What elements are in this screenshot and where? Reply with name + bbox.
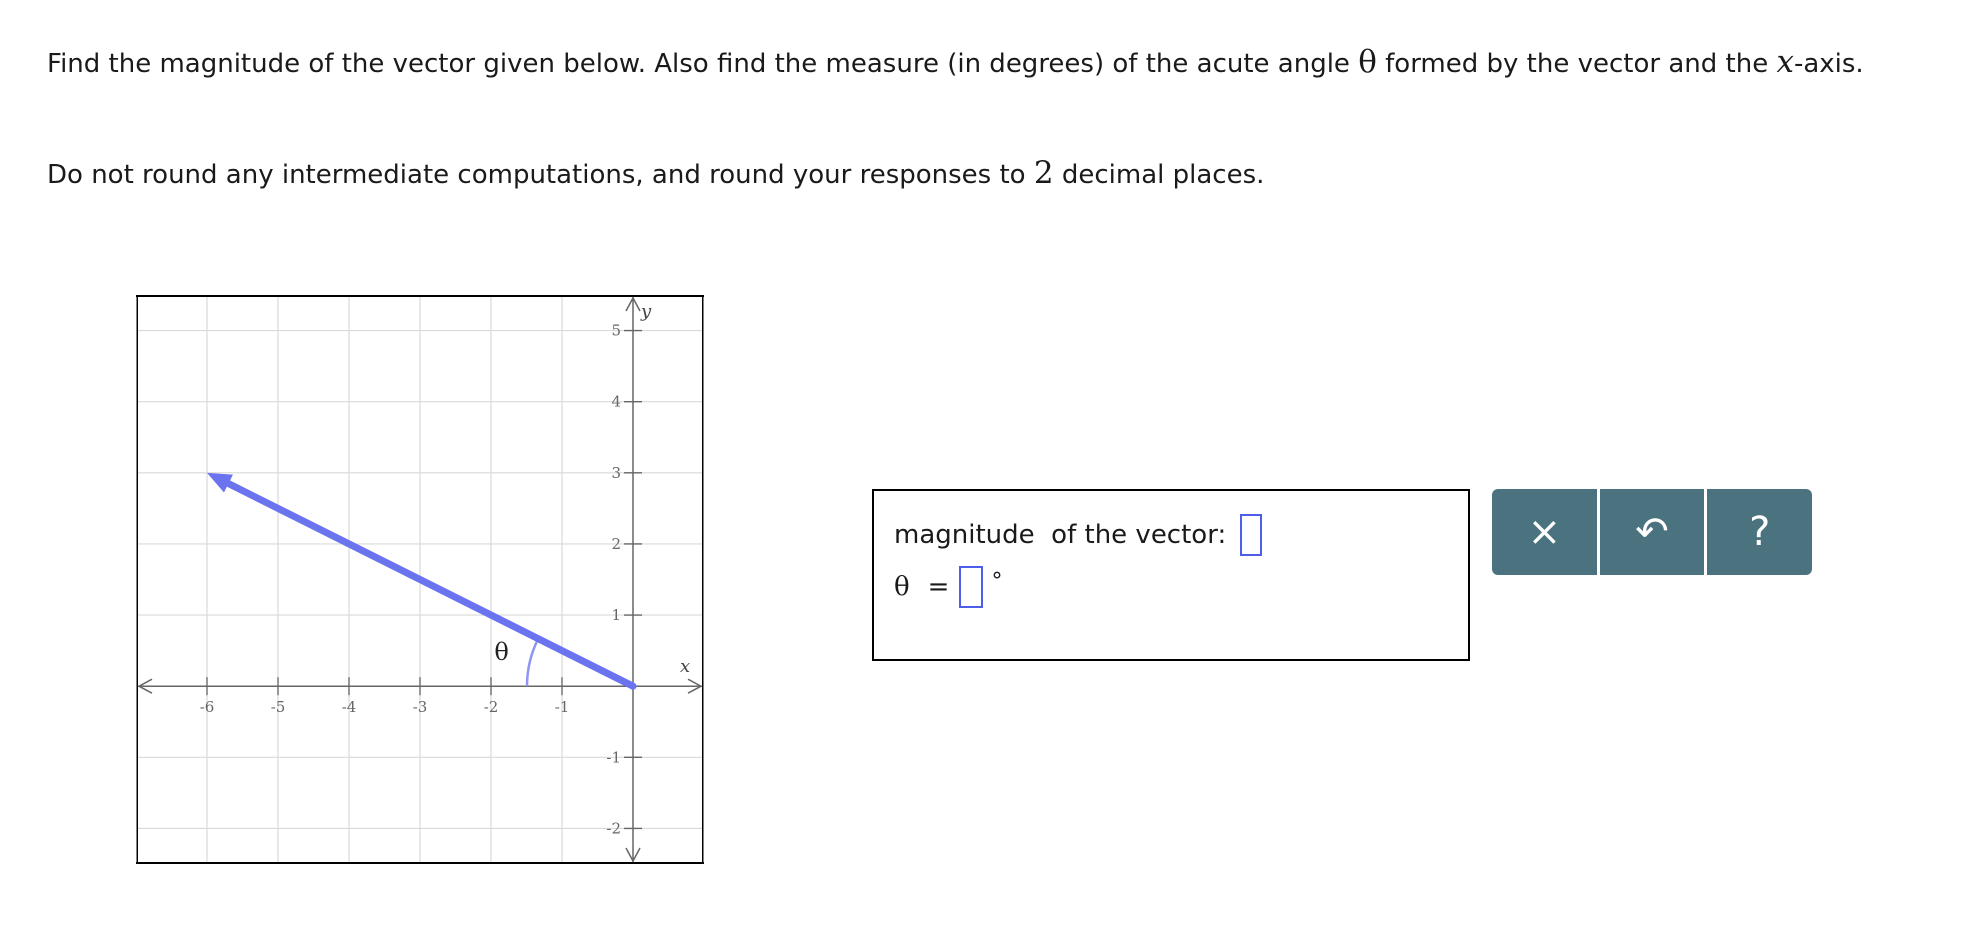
magnitude-row xyxy=(894,513,1262,557)
undo-icon: ↶ xyxy=(1635,509,1669,555)
angle-row xyxy=(894,563,1002,611)
x-tick-label: -6 xyxy=(199,698,215,717)
rounding-text-1: Do not round any intermediate computations, and round your responses to xyxy=(47,160,1034,190)
angle-input[interactable] xyxy=(959,566,983,608)
theta-symbol: θ xyxy=(1358,44,1377,80)
x-tick-label: -3 xyxy=(412,698,428,717)
degree-symbol: ° xyxy=(991,568,1003,594)
prompt-text-3: -axis. xyxy=(1793,49,1864,79)
magnitude-label: magnitude of the vector: xyxy=(894,520,1227,550)
y-tick-label: 5 xyxy=(611,321,621,340)
help-icon: ? xyxy=(1749,509,1771,555)
clear-button[interactable] xyxy=(1492,489,1597,575)
answer-panel xyxy=(872,489,1470,661)
undo-button[interactable] xyxy=(1597,489,1705,575)
x-tick-label: -5 xyxy=(270,698,286,717)
magnitude-input[interactable] xyxy=(1240,514,1262,556)
y-tick-label: 2 xyxy=(611,534,621,553)
vector-graph xyxy=(136,295,704,864)
y-tick-label: -1 xyxy=(606,748,621,767)
rounding-instruction xyxy=(47,153,1947,196)
x-axis-label: x xyxy=(680,656,691,678)
equals-sign: = xyxy=(927,572,950,602)
angle-label: θ xyxy=(494,638,509,667)
x-tick-label: -1 xyxy=(554,698,570,717)
theta-label: θ xyxy=(894,572,910,602)
y-tick-label: 3 xyxy=(611,463,621,482)
rounding-text-2: decimal places. xyxy=(1053,160,1265,190)
prompt-text-1: Find the magnitude of the vector given below. Also find the measure (in degrees) of the acute angle xyxy=(47,49,1359,79)
prompt-text-2: formed by the vector and the xyxy=(1376,49,1777,79)
y-axis-label: y xyxy=(641,301,652,322)
x-variable: x xyxy=(1776,44,1794,80)
answer-toolbar xyxy=(1492,489,1812,575)
y-tick-label: 1 xyxy=(611,606,621,625)
problem-statement xyxy=(47,42,1957,85)
close-icon: × xyxy=(1527,509,1562,555)
y-tick-label: 4 xyxy=(611,392,621,411)
help-button[interactable] xyxy=(1704,489,1812,575)
x-tick-label: -2 xyxy=(483,698,499,717)
x-tick-label: -4 xyxy=(341,698,357,717)
y-tick-label: -2 xyxy=(606,819,621,838)
decimal-count: 2 xyxy=(1033,155,1054,191)
